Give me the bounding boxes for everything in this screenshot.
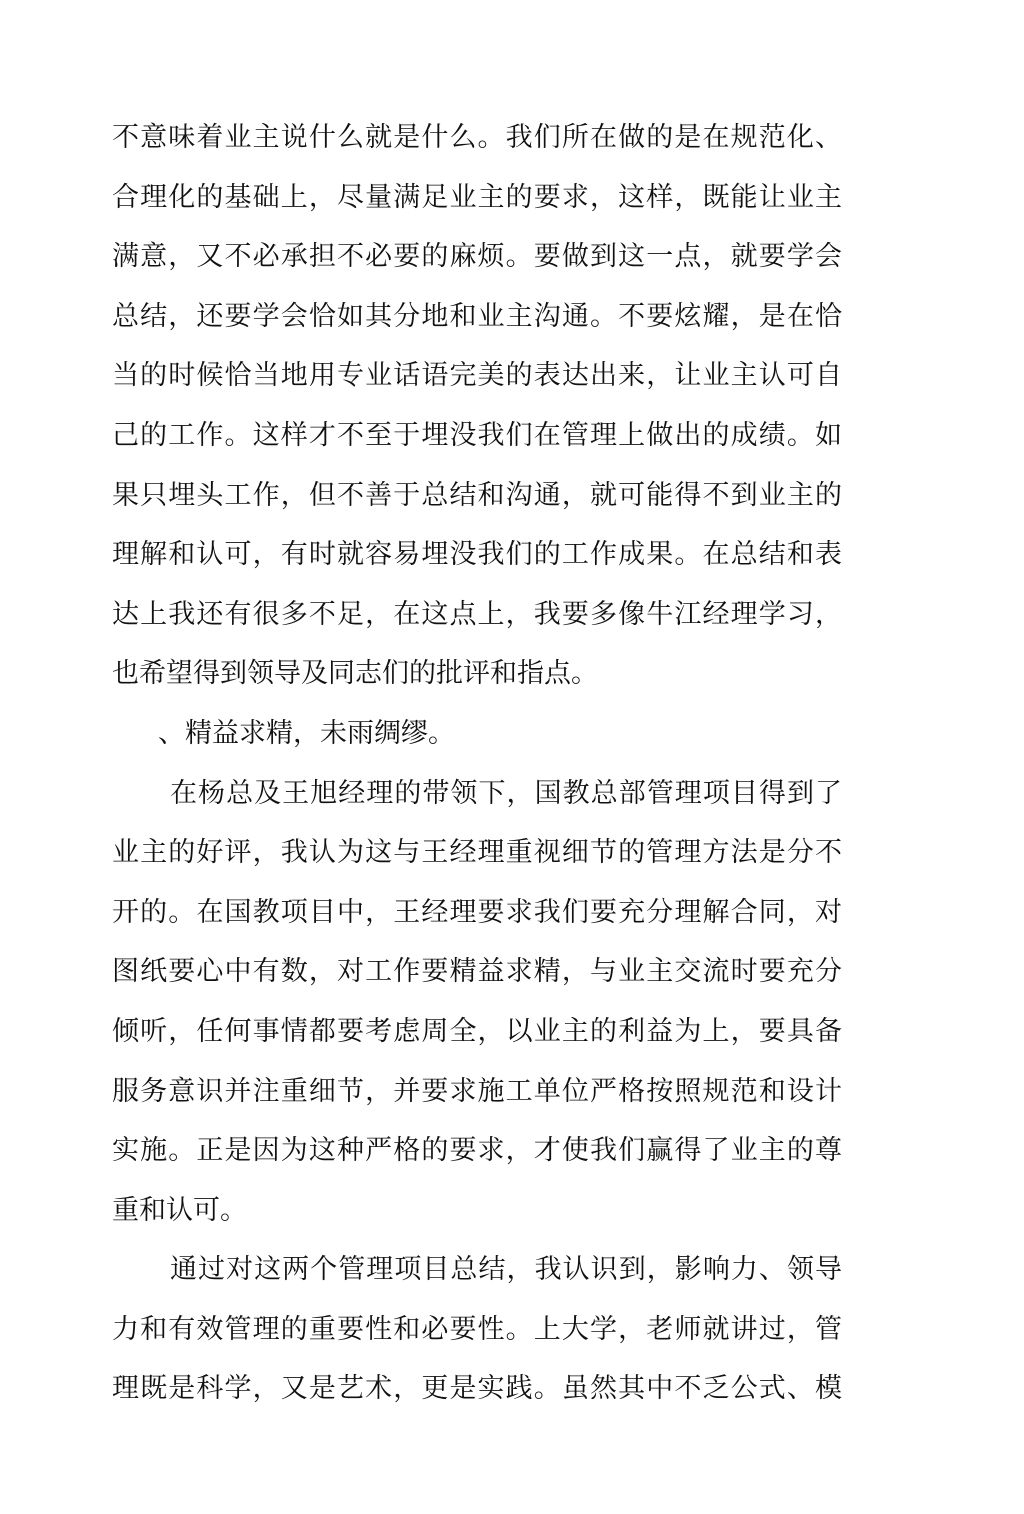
paragraph-4-line-1: 通过对这两个管理项目总结，我认识到，影响力、领导 — [170, 1254, 842, 1286]
paragraph-3-line-7: 实施。正是因为这种严格的要求，才使我们赢得了业主的尊 — [112, 1135, 842, 1167]
paragraph-4-line-3: 理既是科学，又是艺术，更是实践。虽然其中不乏公式、模 — [112, 1373, 842, 1405]
paragraph-1-line-2: 合理化的基础上，尽量满足业主的要求，这样，既能让业主 — [112, 181, 842, 213]
paragraph-3-line-5: 倾听，任何事情都要考虑周全，以业主的利益为上，要具备 — [112, 1015, 842, 1047]
paragraph-1-line-5: 当的时候恰当地用专业话语完美的表达出来，让业主认可自 — [112, 360, 842, 392]
paragraph-3-line-2: 业主的好评，我认为这与王经理重视细节的管理方法是分不 — [112, 837, 842, 869]
paragraph-1-line-7: 果只埋头工作，但不善于总结和沟通，就可能得不到业主的 — [112, 479, 842, 511]
paragraph-4-line-2: 力和有效管理的重要性和必要性。上大学，老师就讲过，管 — [112, 1313, 842, 1345]
body-text — [112, 108, 842, 1419]
paragraph-3-line-4: 图纸要心中有数，对工作要精益求精，与业主交流时要充分 — [112, 956, 842, 988]
paragraph-3-line-6: 服务意识并注重细节，并要求施工单位严格按照规范和设计 — [112, 1075, 842, 1107]
paragraph-1-line-9: 达上我还有很多不足，在这点上，我要多像牛江经理学习， — [112, 598, 842, 630]
paragraph-1-line-3: 满意，又不必承担不必要的麻烦。要做到这一点，就要学会 — [112, 241, 842, 273]
paragraph-1-line-6: 己的工作。这样才不至于埋没我们在管理上做出的成绩。如 — [112, 419, 842, 451]
paragraph-1-line-4: 总结，还要学会恰如其分地和业主沟通。不要炫耀，是在恰 — [112, 300, 842, 332]
paragraph-1-line-1: 不意味着业主说什么就是什么。我们所在做的是在规范化、 — [112, 122, 842, 153]
paragraph-1-line-8: 理解和认可，有时就容易埋没我们的工作成果。在总结和表 — [112, 539, 842, 571]
paragraph-3-line-1: 在杨总及王旭经理的带领下，国教总部管理项目得到了 — [170, 777, 842, 809]
paragraph-1-line-10: 也希望得到领导及同志们的批评和指点。 — [112, 658, 598, 690]
section-heading: 、精益求精，未雨绸缪。 — [158, 717, 455, 749]
paragraph-3-line-3: 开的。在国教项目中，王经理要求我们要充分理解合同，对 — [112, 896, 842, 928]
paragraph-3-line-8: 重和认可。 — [112, 1194, 247, 1226]
